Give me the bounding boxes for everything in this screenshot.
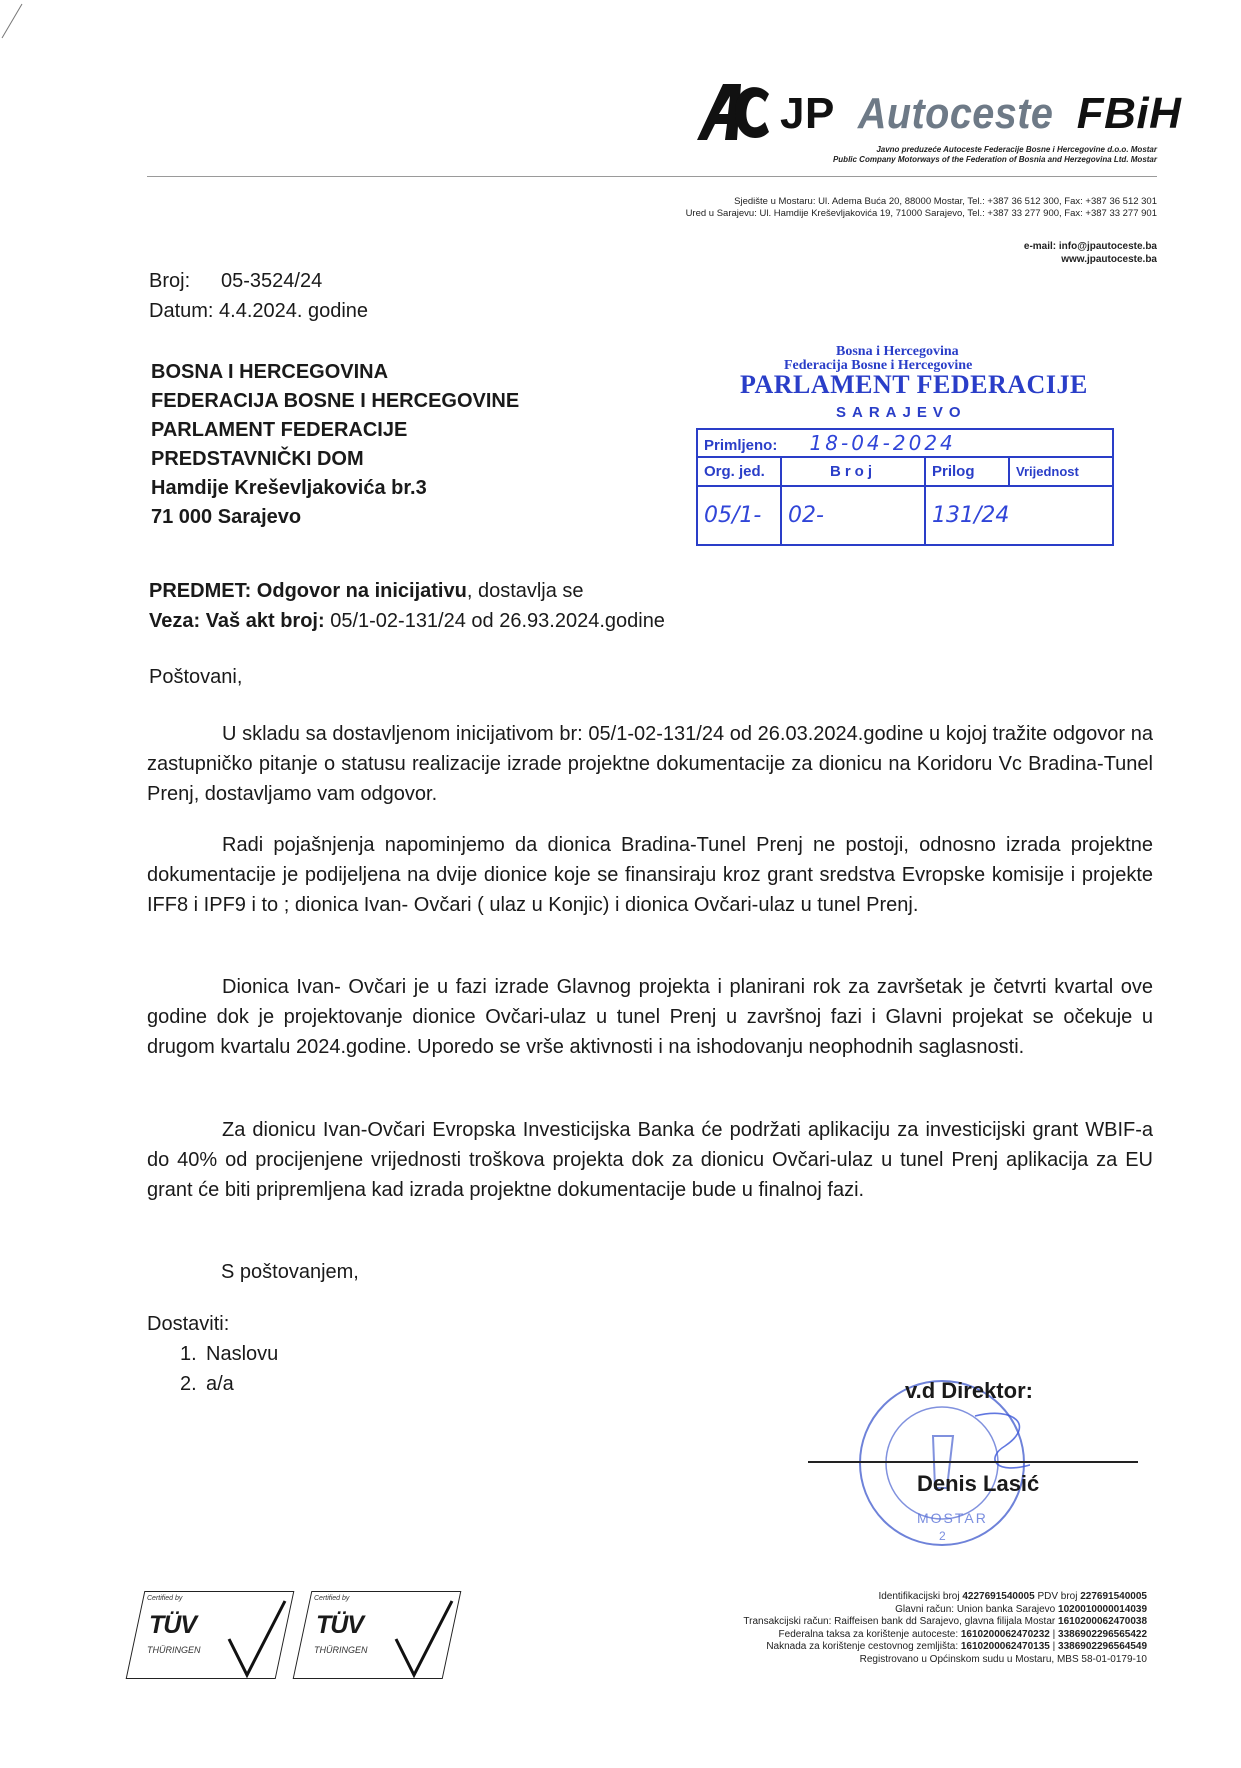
recipient-line: BOSNA I HERCEGOVINA — [151, 361, 389, 383]
subject-label: PREDMET: — [149, 580, 252, 602]
distribution-list — [147, 1309, 278, 1399]
body-paragraph — [147, 830, 1153, 920]
datum-label: Datum: — [149, 300, 214, 322]
margin-pen-mark — [0, 0, 40, 40]
tuv-certificate-badge: Certified by TÜV THÜRINGEN — [302, 1591, 452, 1679]
recipient-line: PREDSTAVNIČKI DOM — [151, 448, 364, 470]
seal-number: 2 — [939, 1529, 946, 1543]
broj-value: 05-3524/24 — [221, 270, 323, 292]
reference-line — [149, 606, 665, 636]
stamp-line-city: SARAJEVO — [836, 404, 967, 421]
stamp-value-label: Vrijednost — [1009, 457, 1113, 485]
recipient-line: Hamdije Kreševljakovića br.3 — [151, 477, 427, 499]
company-line-bs: Javno preduzeće Autoceste Federacije Bosne i Hercegovine d.o.o. Mostar — [876, 145, 1157, 154]
paragraph-text: Za dionicu Ivan-Ovčari Evropska Investicijska Banka će podržati aplikaciju za investicijski grant WBIF-a do 40% od procijenjene vrijednosti troškova projekta dok za dionicu Ovčari-ulaz u tunel Prenj aplikacija za EU grant će biti pripremljena kad izrada projektne dokumentacije bude u finalnoj fazi. — [147, 1119, 1153, 1201]
date-row — [149, 296, 368, 326]
header-addresses — [686, 196, 1157, 220]
subject-block — [149, 576, 665, 636]
paragraph-text: U skladu sa dostavljenom inicijativom br: 05/1-02-131/24 od 26.03.2024.godine u kojoj tražite odgovor na zastupničko pitanje o statusu realizacije izrade projektne dokumentacije za dionicu na Koridoru Vc Bradina-Tunel Prenj, dostavljamo vam odgovor. — [147, 723, 1153, 805]
received-stamp — [696, 344, 1134, 560]
company-logo-wordmark — [780, 89, 1182, 138]
stamp-number-label: Broj — [781, 457, 925, 485]
reference-number-row — [149, 266, 368, 296]
signatory-title: v.d Direktor: — [905, 1378, 1033, 1403]
greeting: Poštovani, — [149, 666, 243, 688]
company-subtitle — [833, 145, 1157, 165]
stamp-received-date: 18-04-2024 — [809, 431, 956, 456]
header-email: e-mail: info@jpautoceste.ba — [1023, 241, 1157, 252]
footer-main-account: Glavni račun: Union banka Sarajevo 1020010000014039 — [895, 1603, 1147, 1615]
logo-fbih-text: FBiH — [1076, 89, 1182, 138]
signature-line — [808, 1461, 1138, 1463]
distribution-item: 2. a/a — [180, 1373, 234, 1395]
header-contact — [1024, 240, 1157, 266]
subject-line — [149, 576, 665, 606]
stamp-received-cell — [697, 429, 1113, 457]
recipient-address — [151, 358, 519, 532]
tuv-logo: TÜV — [149, 1611, 196, 1639]
stamp-attachment-value: 131/24 — [925, 486, 1113, 545]
datum-value: 4.4.2024. godine — [219, 300, 369, 322]
address-mostar: Sjedište u Mostaru: Ul. Adema Buća 20, 88000 Mostar, Tel.: +387 36 512 300, Fax: +387 36 512 301 — [734, 196, 1157, 207]
stamp-line-federation: Federacija Bosne i Hercegovine — [784, 358, 973, 373]
distribution-item: 1. Naslovu — [180, 1343, 279, 1365]
footer-land-fee: Naknada za korištenje cestovnog zemljišta: 1610200062470135 | 3386902296564549 — [766, 1641, 1147, 1653]
footer-id-line: Identifikacijski broj 4227691540005 PDV broj 227691540005 — [878, 1591, 1147, 1602]
footer-registration: Registrovano u Općinskom sudu u Mostaru, MBS 58-01-0179-10 — [859, 1653, 1147, 1665]
checkmark-icon — [394, 1599, 454, 1679]
seal-city: MOSTAR — [917, 1510, 988, 1526]
subject-title: Odgovor na inicijativu — [256, 580, 467, 602]
recipient-line: PARLAMENT FEDERACIJE — [151, 419, 408, 441]
stamp-line-parliament: PARLAMENT FEDERACIJE — [740, 370, 1088, 399]
header-website: www.jpautoceste.ba — [1061, 254, 1157, 265]
stamp-line-country: Bosna i Hercegovina — [836, 344, 959, 359]
tuv-logo: TÜV — [316, 1611, 363, 1639]
paragraph-text: Radi pojašnjenja napominjemo da dionica Bradina-Tunel Prenj ne postoji, odnosno izrada projektne dokumentacije je podijeljena na dvije dionice koje se finansiraju kroz grant sredstva Evropske komisije i projekte IFF8 i IPF9 i to ; dionica Ivan- Ovčari ( ulaz u Konjic) i dionica Ovčari-ulaz u tunel Prenj. — [147, 834, 1153, 916]
body-paragraph — [147, 719, 1153, 809]
stamp-attachment-label: Prilog — [925, 457, 1009, 485]
stamp-org-label: Org. jed. — [697, 457, 781, 485]
stamp-received-label: Primljeno: — [704, 437, 778, 455]
distribution-label: Dostaviti: — [147, 1313, 230, 1335]
ac-logo-icon — [693, 76, 775, 146]
body-paragraph — [147, 1115, 1153, 1205]
stamp-number-value: 02- — [781, 486, 925, 545]
reference-value: 05/1-02-131/24 od 26.93.2024.godine — [324, 610, 665, 632]
recipient-line: 71 000 Sarajevo — [151, 506, 302, 528]
footer-company-info — [743, 1591, 1147, 1667]
header-divider — [147, 176, 1157, 177]
reference-label: Veza: Vaš akt broj: — [149, 610, 325, 632]
stamp-org-value: 05/1- — [697, 486, 781, 545]
checkmark-icon — [227, 1599, 287, 1679]
footer-transaction-account: Transakcijski račun: Raiffeisen bank dd Sarajevo, glavna filijala Mostar 1610200062470038 — [743, 1616, 1147, 1628]
logo-jp-text: JP — [780, 89, 835, 138]
logo-autoceste-text: Autoceste — [857, 89, 1054, 138]
company-line-en: Public Company Motorways of the Federation of Bosnia and Herzegovina Ltd. Mostar — [832, 155, 1157, 164]
closing-salutation: S poštovanjem, — [221, 1261, 359, 1283]
tuv-certificate-badge: Certified by TÜV THÜRINGEN — [135, 1591, 285, 1679]
document-reference — [149, 266, 368, 326]
signatory-name: Denis Lasić — [917, 1471, 1040, 1496]
recipient-line: FEDERACIJA BOSNE I HERCEGOVINE — [151, 390, 520, 412]
footer-motorway-fee: Federalna taksa za korištenje autoceste: 1610200062470232 | 3386902296565422 — [778, 1628, 1147, 1640]
paragraph-text: Dionica Ivan- Ovčari je u fazi izrade Glavnog projekta i planirani rok za završetak je četvrti kvartal ove godine dok je projektovanje dionice Ovčari-ulaz u tunel Prenj u završnoj fazi i Glavni projekat se očekuje u drugom kvartalu 2024.godine. Uporedo se vrše aktivnosti i na ishodovanju neophodnih saglasnosti. — [147, 976, 1153, 1058]
broj-label: Broj: — [149, 270, 191, 292]
body-paragraph — [147, 972, 1153, 1062]
address-sarajevo: Ured u Sarajevu: Ul. Hamdije Kreševljakovića 19, 71000 Sarajevo, Tel.: +387 33 277 900, Fax: +387 33 277 901 — [685, 208, 1157, 219]
subject-rest: , dostavlja se — [466, 580, 584, 602]
stamp-registry-table — [696, 428, 1114, 546]
